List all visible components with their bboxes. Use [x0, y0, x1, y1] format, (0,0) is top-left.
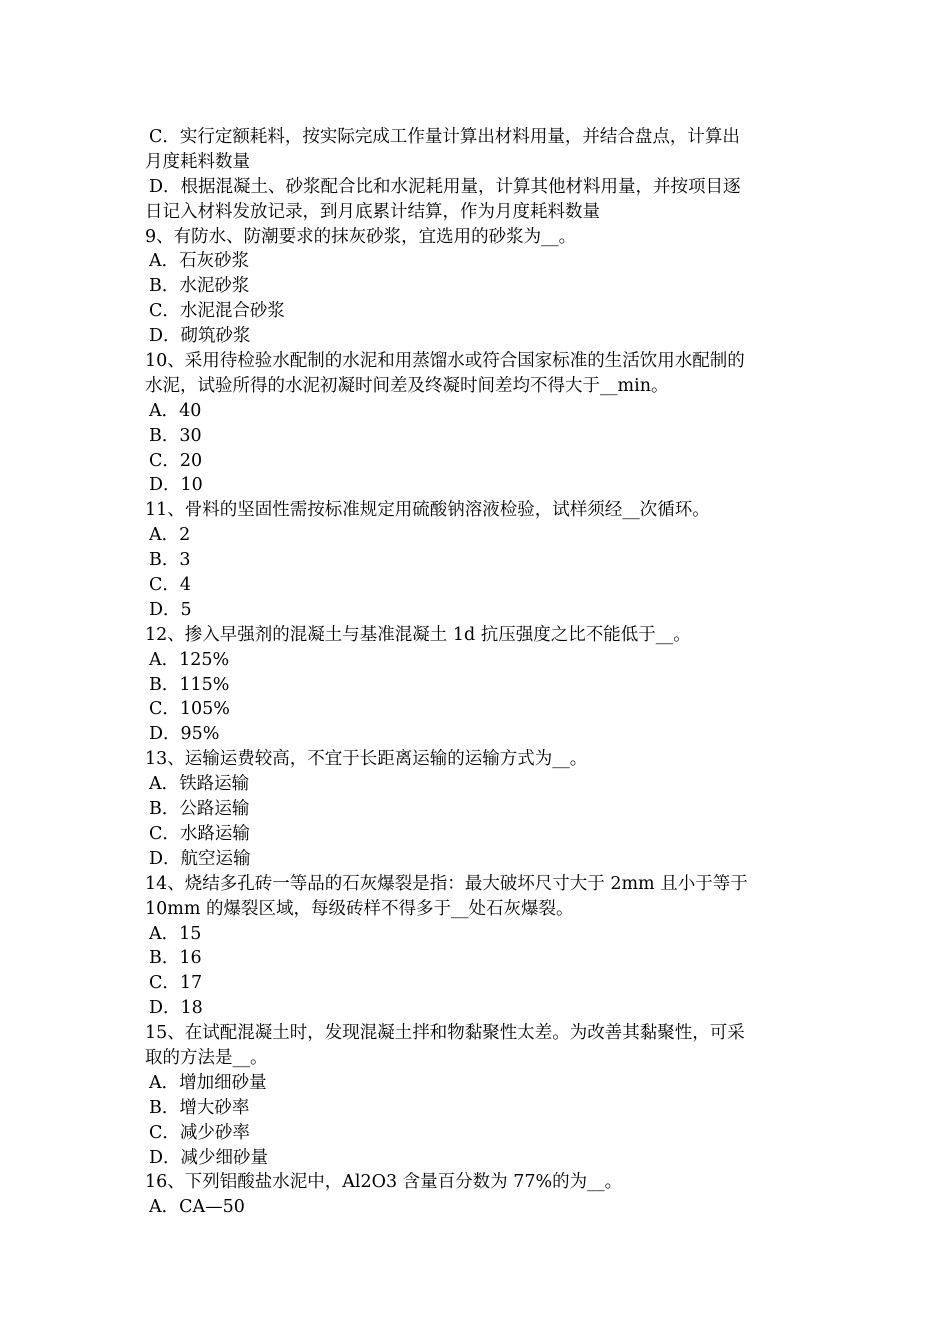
text-line: 日记入材料发放记录，到月底累计结算，作为月度耗料数量	[145, 201, 600, 222]
answer-option: D．95%	[149, 724, 220, 745]
answer-option: C．实行定额耗料，按实际完成工作量计算出材料用量，并结合盘点，计算出	[149, 127, 740, 147]
answer-option: D．10	[149, 475, 203, 496]
answer-option: B．公路运输	[149, 799, 250, 820]
question-text: 16、下列铝酸盐水泥中，Al2O3 含量百分数为 77%的为__。	[145, 1172, 623, 1193]
answer-option: D．砌筑砂浆	[149, 326, 251, 347]
document-body	[145, 125, 810, 1220]
text-line: 10mm 的爆裂区域，每级砖样不得多于__处石灰爆裂。	[145, 898, 574, 919]
answer-option: D．航空运输	[149, 848, 251, 869]
answer-option: A．铁路运输	[149, 774, 250, 795]
answer-option: A．CA—50	[149, 1197, 245, 1218]
answer-option: C．105%	[149, 699, 230, 720]
question-text: 11、骨料的坚固性需按标准规定用硫酸钠溶液检验，试样须经__次循环。	[145, 500, 710, 521]
answer-option: B．3	[149, 550, 191, 571]
text-line: 水泥，试验所得的水泥初凝时间差及终凝时间差均不得大于__min。	[145, 375, 669, 396]
answer-option: B．增大砂率	[149, 1097, 250, 1118]
answer-option: B．115%	[149, 674, 230, 695]
answer-option: C．17	[149, 973, 203, 994]
question-text: 9、有防水、防潮要求的抹灰砂浆，宜选用的砂浆为__。	[145, 226, 577, 247]
text-line: 取的方法是__。	[145, 1047, 268, 1068]
answer-option: D．5	[149, 599, 192, 620]
answer-option: C．4	[149, 575, 192, 596]
answer-option: A．40	[149, 400, 202, 421]
answer-option: A．石灰砂浆	[149, 251, 250, 272]
answer-option: A．125%	[149, 649, 230, 670]
question-text: 10、采用待检验水配制的水泥和用蒸馏水或符合国家标准的生活饮用水配制的	[145, 351, 745, 372]
answer-option: A．增加细砂量	[149, 1072, 267, 1093]
answer-option: D．减少细砂量	[149, 1147, 269, 1168]
answer-option: C．水路运输	[149, 823, 250, 844]
answer-option: B．水泥砂浆	[149, 276, 250, 297]
answer-option: C．20	[149, 450, 203, 471]
answer-option: C．水泥混合砂浆	[149, 301, 285, 322]
question-text: 14、烧结多孔砖一等品的石灰爆裂是指：最大破坏尺寸大于 2mm 且小于等于	[145, 873, 748, 894]
text-line: 月度耗料数量	[145, 151, 250, 172]
question-text: 12、掺入早强剂的混凝土与基准混凝土 1d 抗压强度之比不能低于__。	[145, 624, 691, 645]
answer-option: B．16	[149, 948, 202, 969]
answer-option: A．2	[149, 525, 191, 546]
answer-option: D．根据混凝土、砂浆配合比和水泥耗用量，计算其他材料用量，并按项目逐	[149, 176, 741, 197]
question-text: 15、在试配混凝土时，发现混凝土拌和物黏聚性太差。为改善其黏聚性，可采	[145, 1023, 745, 1044]
answer-option: D．18	[149, 998, 203, 1019]
answer-option: A．15	[149, 923, 202, 944]
answer-option: C．减少砂率	[149, 1122, 250, 1143]
question-text: 13、运输运费较高，不宜于长距离运输的运输方式为__。	[145, 749, 588, 770]
answer-option: B．30	[149, 425, 202, 446]
